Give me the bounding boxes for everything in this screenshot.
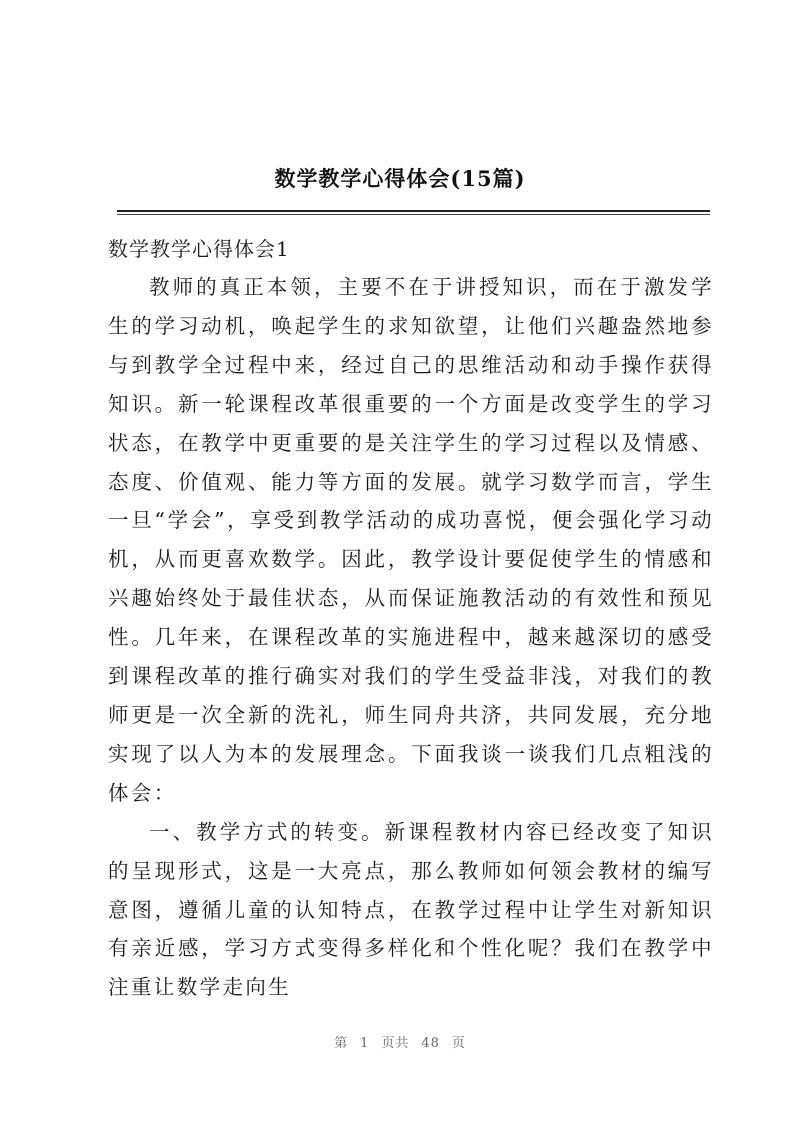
paragraph-1: 教师的真正本领，主要不在于讲授知识，而在于激发学生的学习动机，唤起学生的求知欲望，让他们兴趣盎然地参与到教学全过程中来，经过自己的思维活动和动手操作获得知识。新一轮课程改革很重要的一个方面是改变学生的学习状态，在教学中更重要的是关注学生的学习过程以及情感、态度、价值观、能力等方面的发展。就学习数学而言，学生一旦“学会”，享受到教学活动的成功喜悦，便会强化学习动机，从而更喜欢数学。因此，教学设计要促使学生的情感和兴趣始终处于最佳状态，从而保证施教活动的有效性和预见性。几年来，在课程改革的实施进程中，越来越深切的感受到课程改革的推行确实对我们的学生受益非浅，对我们的教师更是一次全新的洗礼，师生同舟共济，共同发展，充分地实现了以人为本的发展理念。下面我谈一谈我们几点粗浅的体会： (108, 275, 714, 805)
footer-total-pages: 48 (421, 1036, 440, 1051)
footer-label-page: 第 (334, 1036, 349, 1051)
footer-label-pages: 页 (451, 1036, 466, 1051)
section-heading: 数学教学心得体会1 (108, 237, 290, 261)
page-footer (0, 1032, 800, 1051)
footer-current-page: 1 (360, 1036, 370, 1051)
paragraph-2: 一、教学方式的转变。新课程教材内容已经改变了知识的呈现形式，这是一大亮点，那么教师如何领会教材的编写意图，遵循儿童的认知特点，在教学过程中让学生对新知识有亲近感，学习方式变得多样化和个性化呢？我们在教学中注重让数学走向生 (108, 819, 714, 1000)
body-text (108, 268, 714, 1007)
document-title: 数学教学心得体会(15篇) (274, 166, 526, 191)
title-divider-thin (117, 214, 710, 215)
title-divider (117, 210, 710, 212)
footer-label-of: 页共 (381, 1036, 410, 1051)
